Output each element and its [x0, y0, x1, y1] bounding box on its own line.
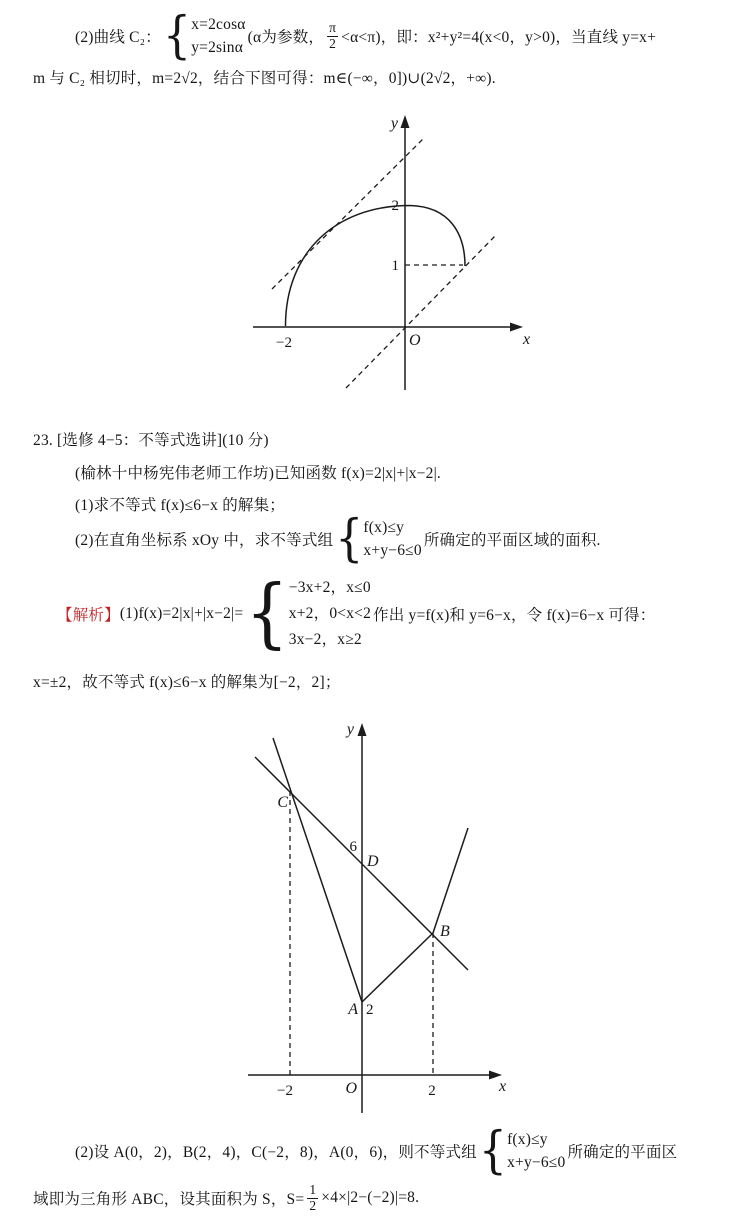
fig2-tick-neg2: −2: [277, 1083, 293, 1099]
fig1-circle-arc: [286, 206, 466, 327]
piecewise-row-2: x+2，0<x<2: [288, 605, 372, 622]
fig1-y-axis-label: y: [390, 115, 398, 132]
parametric-eq-x: x=2cosα: [191, 16, 246, 33]
p23-part1: (1)求不等式 f(x)≤6−x 的解集；: [75, 497, 286, 514]
fig1-tangent-dashed-line: [272, 138, 424, 289]
inequality-system: [335, 509, 422, 568]
analysis-part2-final: 域即为三角形 ABC，设其面积为 S，S= $\frac{1}{2}$ ×4×|2−(−2)|=8.: [33, 1181, 420, 1213]
fig2-line-neg3x: [273, 738, 362, 1002]
fig1-x-arrow-icon: [510, 323, 523, 332]
fig2-x-axis-label: x: [499, 1078, 507, 1095]
system2-row-1: f(x)≤y: [507, 1131, 548, 1148]
piecewise-row-1: −3x+2，x≤0: [288, 579, 371, 596]
parametric-eq-y: y=2sinα: [191, 39, 244, 56]
fig2-y-axis-label: y: [346, 721, 354, 738]
system-row-2: x+y−6≤0: [363, 542, 422, 559]
frac-pi-over-2: $\frac{\pi}{2}$: [329, 19, 337, 51]
left-brace: {: [478, 1121, 508, 1180]
p23-intro: (榆林十中杨宪伟老师工作坊)已知函数 f(x)=2|x|+|x−2|.: [75, 465, 441, 482]
analysis-part2: (2)设 A(0，2)，B(2，4)，C(−2，8)，A(0，6)，则不等式组 { f(x)≤y x+y−6≤0 所确定的平面区: [75, 1121, 678, 1180]
fig2-point-b-label: B: [440, 923, 450, 940]
fig2-point-a-label: A: [348, 1001, 358, 1018]
p22-line1-rest: <α<π)，即：x²+y²=4(x<0，y>0)，当直线 y=x+: [341, 29, 657, 46]
piecewise-row-3: 3x−2，x≥2: [288, 631, 362, 648]
fig2-tick-2: 2: [428, 1083, 436, 1099]
analysis-label: 【解析】: [57, 607, 120, 624]
inequality-system-2: [478, 1121, 566, 1180]
fig2-label-6: 6: [349, 839, 357, 855]
fig2-point-d-label: D: [367, 853, 379, 870]
left-brace: {: [163, 6, 192, 65]
fig1-label-2: 2: [391, 198, 399, 214]
fig2-label-2-at-a: 2: [366, 1002, 374, 1018]
fig1-label-neg2: −2: [276, 335, 292, 351]
fig2-point-c-label: C: [277, 794, 288, 811]
analysis-part1: 【解析】 (1)f(x)=2|x|+|x−2|= { −3x+2，x≤0 x+2，0<x<2 3x−2，x≥2 作出 y=f(x)和 y=6−x，令 f(x)=6−x 可得：: [57, 569, 656, 658]
p22-line1: [75, 8, 656, 64]
p22-line1-mid: (α为参数，: [247, 29, 325, 46]
left-brace: {: [335, 509, 364, 568]
system-row-1: f(x)≤y: [363, 519, 405, 536]
piecewise-function: [245, 569, 372, 658]
system2-row-2: x+y−6≤0: [507, 1154, 566, 1171]
fig2-line-3xminus2: [433, 828, 468, 933]
p22-line1-prefix: (2)曲线 C₂：: [75, 29, 161, 46]
figure2-triangle-graph: [240, 698, 520, 1125]
parametric-system: [163, 6, 246, 65]
fig2-line-xplus2: [362, 933, 433, 1002]
p22-line2: m 与 C₂ 相切时，m=2√2，结合下图可得：m∈(−∞，0])∪(2√2，+∞).: [33, 70, 496, 87]
left-brace: {: [245, 569, 289, 658]
fig2-origin-label: O: [345, 1080, 357, 1097]
fig1-y-arrow-icon: [401, 115, 410, 128]
p23-part2: (2)在直角坐标系 xOy 中，求不等式组 { f(x)≤y x+y−6≤0 所确定的平面区域的面积.: [75, 509, 601, 568]
frac-one-half: $\frac{1}{2}$: [309, 1181, 317, 1213]
analysis-part1-result: x=±2，故不等式 f(x)≤6−x 的解集为[−2，2]；: [33, 674, 341, 691]
p23-title: 23. [选修 4−5：不等式选讲](10 分): [33, 432, 269, 449]
fig2-y-arrow-icon: [358, 723, 367, 736]
fig1-x-axis-label: x: [523, 331, 531, 348]
fig1-label-1: 1: [391, 258, 399, 274]
fig1-origin-dashed-line: [346, 234, 497, 388]
figure1-semicircle-graph: [240, 108, 540, 400]
fig1-origin-label: O: [409, 332, 421, 349]
